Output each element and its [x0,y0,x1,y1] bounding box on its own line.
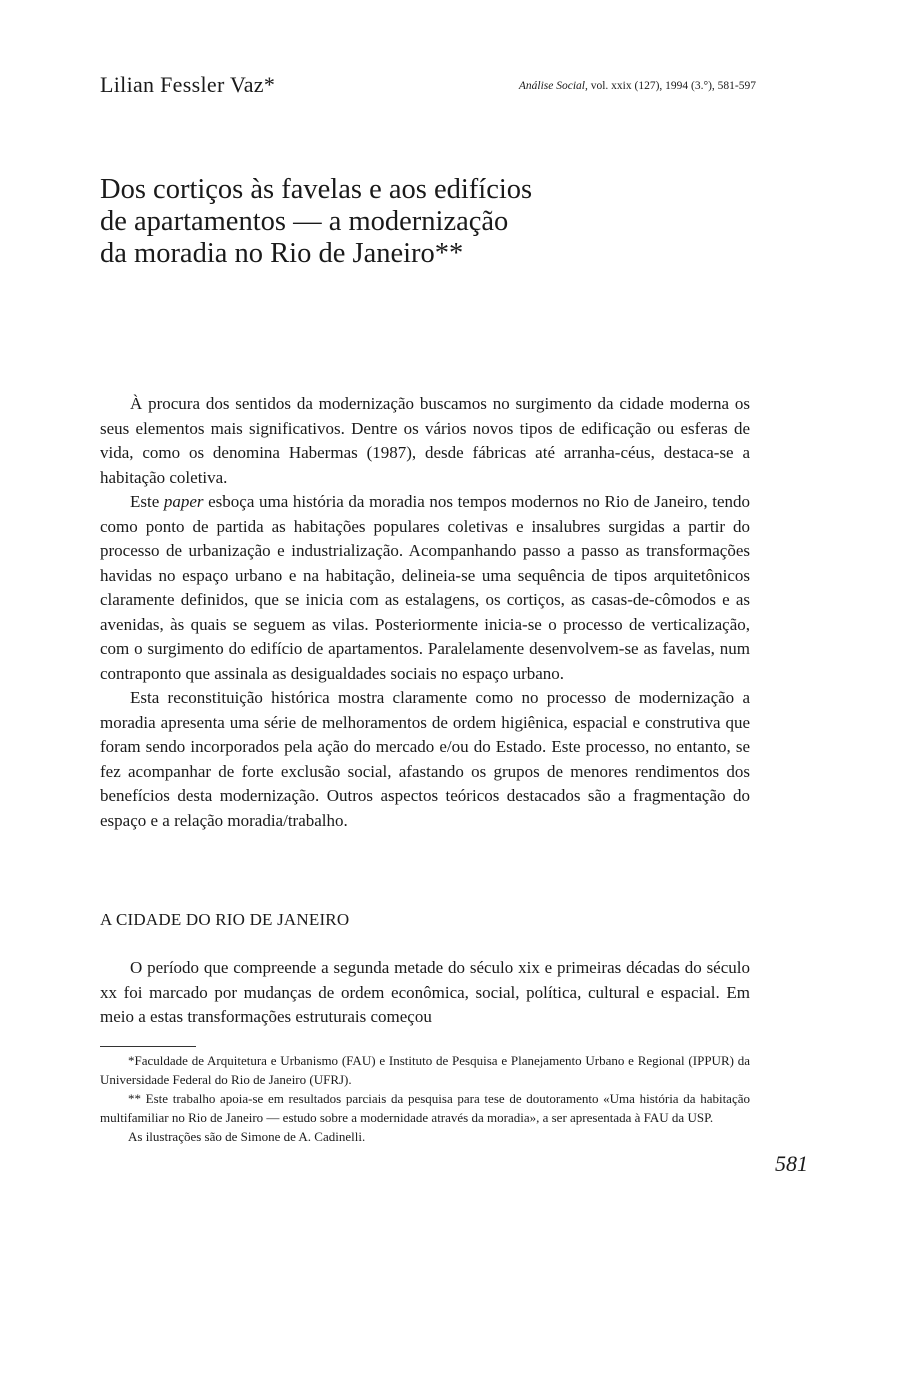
journal-citation [519,80,756,92]
footnote-1: *Faculdade de Arquitetura e Urbanismo (FAU) e Instituto de Pesquisa e Planejamento Urbano e Regional (IPPUR) da Universidade Federal do Rio de Janeiro (UFRJ). [100,1053,750,1087]
footnote-3: As ilustrações são de Simone de A. Cadinelli. [128,1129,366,1144]
citation-details: vol. xxix (127), 1994 (3.°), 581-597 [587,80,756,92]
abstract-paragraph-2 [100,490,750,686]
body-paragraph-1: O período que compreende a segunda metade do século xix e primeiras décadas do século xx foi marcado por mudanças de ordem econômica, social, política, cultural e espacial. Em meio a estas transformações estruturais começou [100,958,750,1026]
abstract [100,392,750,833]
abstract-paragraph-3: Esta reconstituição histórica mostra claramente como no processo de modernização a moradia apresenta uma série de melhoramentos de ordem higiênica, espacial e construtiva que foram sendo incorporados pela ação do mercado e/ou do Estado. Este processo, no entanto, se fez acompanhar de forte exclusão social, afastando os grupos de menores rendimentos dos benefícios desta modernização. Outros aspectos teóricos destacados são a fragmentação do espaço e a relação moradia/trabalho. [100,688,750,830]
title-line-1: Dos cortiços às favelas e aos edifícios [100,174,533,205]
footnote-2: ** Este trabalho apoia-se em resultados parciais da pesquisa para tese de doutoramento «Uma história da habitação multifamiliar no Rio de Janeiro — estudo sobre a modernidade através da moradia», a ser apresentada à FAU da USP. [100,1091,750,1125]
abstract-p2-italic: paper [163,492,204,511]
journal-name: Análise Social, [518,80,588,92]
footnotes [100,1052,750,1148]
article-title [100,174,660,270]
section-heading: A CIDADE DO RIO DE JANEIRO [100,910,350,929]
title-line-2: de apartamentos — a modernização [100,206,509,237]
abstract-p2-rest: esboça uma história da moradia nos tempos modernos no Rio de Janeiro, tendo como ponto de partida as habitações populares coletivas e insalubres surgidas a partir do processo de urbanização e industrialização. Acompanhando passo a passo as transformações havidas no espaço urbano e na habitação, delineia-se uma sequência de tipos arquitetônicos claramente definidos, que se inicia com as estalagens, os cortiços, as casas-de-cômodos e as avenidas, às quais se seguem as vilas. Posteriormente inicia-se o processo de verticalização, com o surgimento do edifício de apartamentos. Paralelamente desenvolvem-se as favelas, num contraponto que assinala as desigualdades sociais no espaço urbano. [100,492,750,683]
author-name: Lilian Fessler Vaz* [100,72,276,97]
footnote-divider [100,1046,196,1047]
title-line-3: da moradia no Rio de Janeiro** [100,238,464,269]
abstract-p2-start: Este [130,492,164,511]
abstract-paragraph-1: À procura dos sentidos da modernização buscamos no surgimento da cidade moderna os seus elementos mais significativos. Dentre os vários novos tipos de edificação ou esferas de vida, como os denomina Habermas (1987), desde fábricas até arranha-céus, destaca-se a habitação coletiva. [100,394,750,487]
page-number: 581 [775,1151,808,1176]
body-text [100,956,750,1030]
